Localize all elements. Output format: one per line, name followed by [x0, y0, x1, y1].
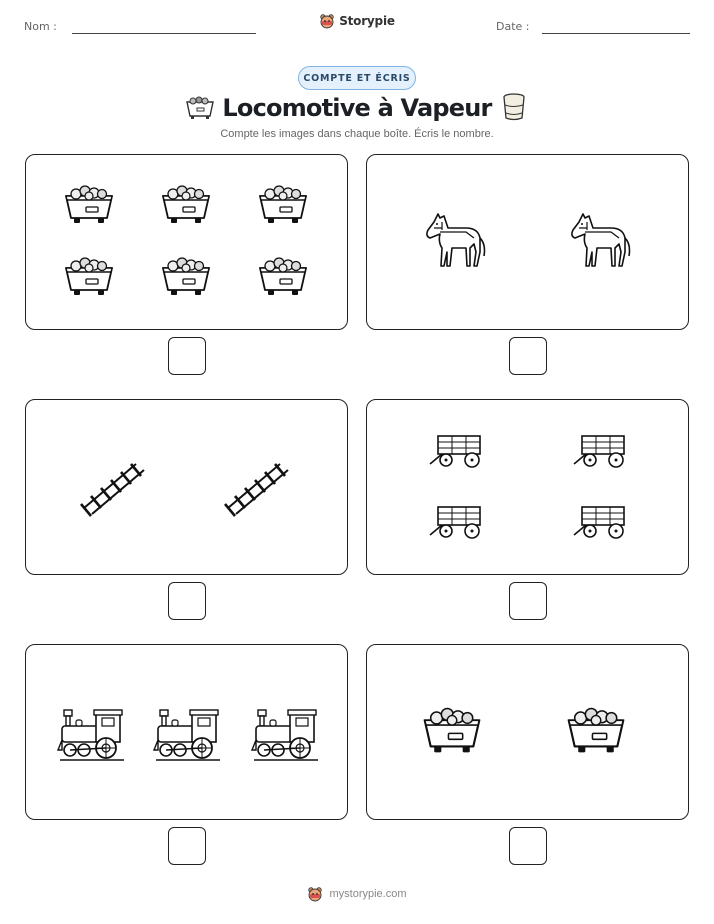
- steam-locomotive-icon: [152, 700, 222, 764]
- instructions: Compte les images dans chaque boîte. Écris le nombre.: [220, 128, 494, 140]
- footer: [0, 886, 714, 902]
- answer-box-2[interactable]: [509, 337, 547, 375]
- coal-cart-icon: [62, 254, 116, 300]
- wagon-icon: [428, 430, 484, 472]
- bucket-icon: [502, 92, 526, 122]
- activity-tag: COMPTE ET ÉCRIS: [298, 66, 416, 90]
- coal-cart-icon: [62, 182, 116, 228]
- name-line[interactable]: [72, 33, 256, 34]
- horse-icon: [565, 208, 635, 274]
- title-row: [0, 90, 714, 126]
- count-box-wagons: [366, 399, 689, 575]
- date-label: Date :: [496, 20, 530, 33]
- coal-cart-icon: [564, 703, 628, 759]
- answer-box-6[interactable]: [509, 827, 547, 865]
- wagon-icon: [572, 501, 628, 543]
- coal-cart-icon: [256, 254, 310, 300]
- horse-icon: [420, 208, 490, 274]
- footer-url[interactable]: mystorypie.com: [329, 888, 407, 900]
- coal-cart-icon: [184, 94, 216, 122]
- count-box-coal-carts: [25, 154, 348, 330]
- brand-name: Storypie: [339, 14, 395, 28]
- coal-cart-icon: [159, 254, 213, 300]
- page-title: Locomotive à Vapeur: [222, 94, 492, 122]
- count-box-horses: [366, 154, 689, 330]
- count-box-coal-carts-2: [366, 644, 689, 820]
- count-box-rail-tracks: [25, 399, 348, 575]
- coal-cart-icon: [256, 182, 310, 228]
- wagon-icon: [428, 501, 484, 543]
- wagon-icon: [572, 430, 628, 472]
- answer-box-1[interactable]: [168, 337, 206, 375]
- date-line[interactable]: [542, 33, 690, 34]
- steam-locomotive-icon: [56, 700, 126, 764]
- coal-cart-icon: [159, 182, 213, 228]
- coal-cart-icon: [420, 703, 484, 759]
- name-label: Nom :: [24, 20, 57, 33]
- storypie-logo-icon: [307, 886, 323, 902]
- storypie-logo-icon: [319, 13, 335, 29]
- rail-track-icon: [78, 456, 150, 518]
- brand: [0, 13, 714, 29]
- answer-box-4[interactable]: [509, 582, 547, 620]
- steam-locomotive-icon: [250, 700, 320, 764]
- answer-box-5[interactable]: [168, 827, 206, 865]
- rail-track-icon: [222, 456, 294, 518]
- answer-box-3[interactable]: [168, 582, 206, 620]
